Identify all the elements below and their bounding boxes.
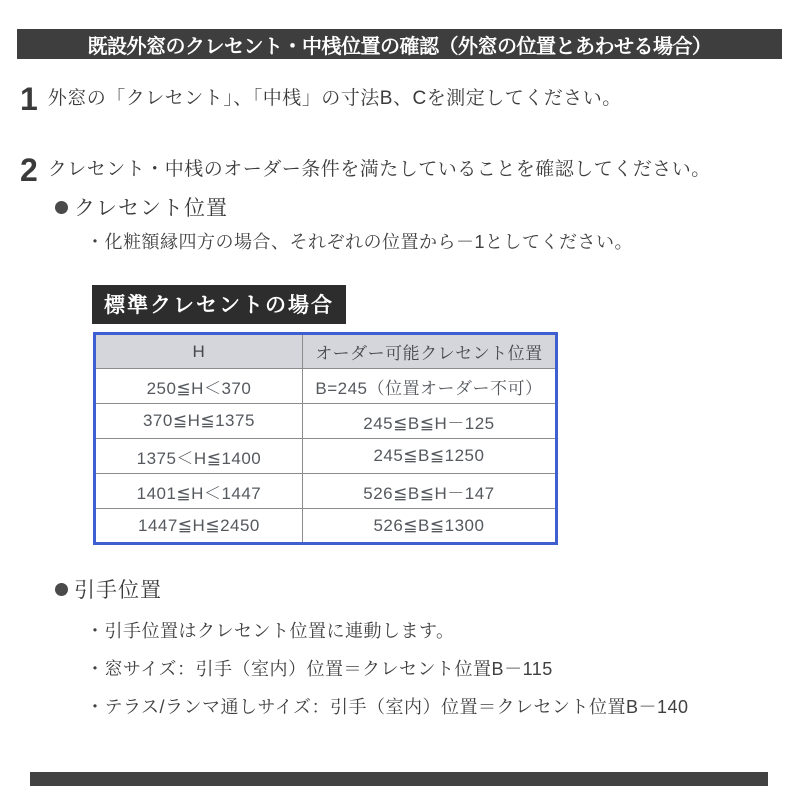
table-cell-order-range: B=245（位置オーダー不可） bbox=[302, 369, 556, 404]
table-cell-h-range: 370≦H≦1375 bbox=[95, 404, 303, 439]
table-cell-h-range: 1375＜H≦1400 bbox=[95, 439, 303, 474]
table-header-order-position: オーダー可能クレセント位置 bbox=[302, 334, 556, 369]
table-cell-h-range: 1401≦H＜1447 bbox=[95, 474, 303, 509]
table-header-row bbox=[95, 334, 557, 369]
standard-crescent-label: 標準クレセントの場合 bbox=[92, 285, 346, 324]
handle-position-heading bbox=[55, 574, 162, 604]
bullet-circle-icon bbox=[55, 201, 68, 214]
table-cell-h-range: 250≦H＜370 bbox=[95, 369, 303, 404]
table-cell-order-range: 245≦B≦H－125 bbox=[302, 404, 556, 439]
table-cell-h-range: 1447≦H≦2450 bbox=[95, 509, 303, 544]
table-cell-order-range: 526≦B≦1300 bbox=[302, 509, 556, 544]
bullet-circle-icon bbox=[55, 583, 68, 596]
section-title: 既設外窓のクレセント・中桟位置の確認（外窓の位置とあわせる場合） bbox=[87, 35, 712, 58]
table-row bbox=[95, 404, 557, 439]
step-2 bbox=[20, 152, 711, 188]
handle-position-label: 引手位置 bbox=[74, 579, 162, 602]
step-1-text: 外窓の「クレセント」、「中桟」の寸法B、Cを測定してください。 bbox=[47, 88, 622, 109]
step-1-number: 1 bbox=[20, 81, 38, 117]
step-2-number: 2 bbox=[20, 152, 38, 188]
crescent-position-heading bbox=[55, 192, 228, 222]
next-section-bar-partial bbox=[30, 772, 768, 786]
table-header-h: H bbox=[95, 334, 303, 369]
table-cell-order-range: 526≦B≦H－147 bbox=[302, 474, 556, 509]
crescent-note: ・化粧額縁四方の場合、それぞれの位置から－1としてください。 bbox=[86, 232, 634, 252]
handle-note: ・窓サイズ：引手（室内）位置＝クレセント位置B－115 bbox=[86, 659, 553, 679]
table-row bbox=[95, 439, 557, 474]
table-row bbox=[95, 369, 557, 404]
handle-note: ・テラス/ランマ通しサイズ：引手（室内）位置＝クレセント位置B－140 bbox=[86, 697, 689, 717]
table-row bbox=[95, 474, 557, 509]
table-row bbox=[95, 509, 557, 544]
step-2-text: クレセント・中桟のオーダー条件を満たしていることを確認してください。 bbox=[47, 159, 711, 180]
step-1 bbox=[20, 81, 622, 117]
crescent-position-label: クレセント位置 bbox=[74, 197, 228, 220]
handle-note: ・引手位置はクレセント位置に連動します。 bbox=[86, 621, 455, 641]
section-title-bar bbox=[17, 29, 782, 59]
crescent-position-table bbox=[93, 332, 558, 545]
table-cell-order-range: 245≦B≦1250 bbox=[302, 439, 556, 474]
